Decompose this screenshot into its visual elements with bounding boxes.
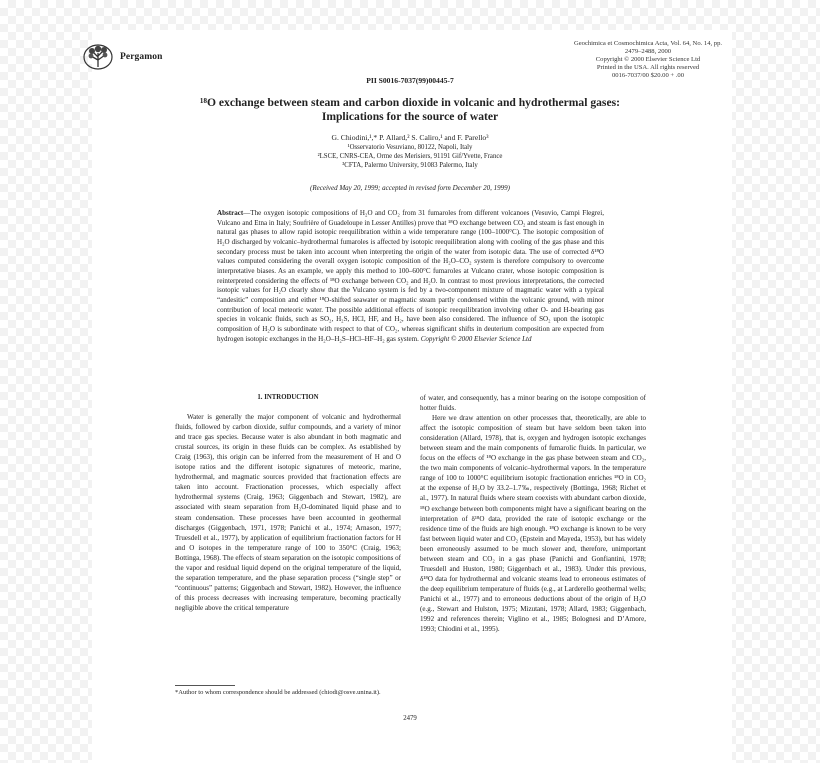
footnote-rule xyxy=(175,685,235,686)
title-line: ¹⁸O exchange between steam and carbon dioxide in volcanic and hydrothermal gases: xyxy=(200,96,620,109)
paragraph: of water, and consequently, has a minor bearing on the isotope composition of hotter fluids. xyxy=(420,394,646,413)
publisher-name: Pergamon xyxy=(120,52,163,62)
abstract-label: Abstract xyxy=(217,209,244,217)
affiliation: ³CFTA, Palermo University, 91083 Palermo, Italy xyxy=(342,161,478,169)
right-column xyxy=(420,393,646,634)
journal-line: Copyright © 2000 Elsevier Science Ltd xyxy=(595,56,701,64)
journal-info xyxy=(568,40,728,80)
left-column xyxy=(175,393,401,613)
page-number: 2479 xyxy=(403,715,417,722)
pii-identifier: PII S0016-7037(99)00445-7 xyxy=(366,76,454,85)
article-title xyxy=(150,96,670,123)
author-list: G. Chiodini,¹,* P. Allard,² S. Caliro,¹ and F. Parello³ xyxy=(331,133,489,142)
affiliation: ²LSCE, CNRS-CEA, Orme des Merisiers, 91191 Gif/Yvette, France xyxy=(317,152,503,160)
journal-line: Printed in the USA. All rights reserved xyxy=(596,64,700,72)
journal-line: Geochimica et Cosmochimica Acta, Vol. 64, No. 14, pp. 2479–2488, 2000 xyxy=(573,40,723,56)
abstract-text: —The oxygen isotopic compositions of H₂O and CO₂ from 31 fumaroles from different volcanoes (Vesuvio, Campi Flegrei, Vulcano and Etna in Italy; Soufrière of Guadeloupe in Lesser Antilles) prove that ¹⁸O exchange between CO₂ and steam is fast enough in natural gas phases to allow rapid isotopic reequilibration within a wide temperature range (100–1000°C). The isotopic composition of H₂O discharged by volcanic–hydrothermal fumaroles is affected by isotopic reequilibration along with cooling of the gas phase and this secondary process must be taken into account when interpreting the origin of the water from isotopic data. The use of corrected δ¹⁸O values computed considering the overall oxygen isotopic composition of the H₂O–CO₂ system is therefore compulsory to overcome interpretative biases. As an example, we apply this method to 100–600°C fumaroles at Vulcano crater, whose isotopic composition is reinterpreted considering the effects of ¹⁸O exchange between CO₂ and H₂O. In contrast to most previous interpretations, the corrected isotopic values for H₂O clearly show that the Vulcano system is fed by a two-component mixture of magmatic water with a typical “andesitic” composition and either ¹⁸O-shifted seawater or magmatic steam partly condensed within the volcanic ground, with minor contribution of local meteoric water. The possible additional effects of isotopic reequilibration involving other O- and H-bearing gas species in volcanic fluids, such as SO₂, H₂S, HCl, HF, and H₂, have been also considered. The influence of SO₂ upon the isotopic composition of H₂O is subordinate with respect to that of CO₂, whereas significant shifts in deuterium composition are expected from hydrogen isotopic exchanges in the H₂O–H₂S–HCl–HF–H₂ gas system. xyxy=(217,209,604,343)
journal-line: 0016-7037/00 $20.00 + .00 xyxy=(611,72,685,80)
affiliations xyxy=(0,144,820,170)
paragraph: Water is generally the major component of volcanic and hydrothermal fluids, followed by carbon dioxide, sulfur compounds, and a variety of minor and trace gas species. Because water is also abundant in both magmatic and crustal sources, its origin in these fluids can be complex. As established by Craig (1963), this origin can be inferred from the measurement of H and O isotope ratios and the different isotopic signatures of meteoric, marine, hydrothermal, and magmatic sources provided that fractionation effects are taken into account. Fractionation processes, which especially affect hydrothermal systems (Craig, 1963; Giggenbach and Stewart, 1982), are associated with steam separation from H₂O-dominated liquid phase and to steam condensation. These processes have been accounted in geothermal discharges (Giggenbach, 1971, 1978; Panichi et al., 1974; Arnason, 1977; Truesdell et al., 1977), by application of equilibrium fractionation factors for H and O isotopes in the temperature range of 100 to 350°C (Craig, 1963; Bottinga, 1968). The effects of steam separation on the isotopic compositions of the vapor and residual liquid depend on the original temperature of the liquid, the separation temperature, and the phase separation process (“single step” or “continuous” patterns; Giggenbach and Stewart, 1982). However, the influence of this process decreases with increasing temperature, becoming practically negligible above the critical temperature xyxy=(175,413,401,612)
paragraph: Here we draw attention on other processes that, theoretically, are able to affect the isotopic composition of steam but have seldom been taken into consideration (Allard, 1978), that is, oxygen and hydrogen isotopic exchanges between steam and the main components of fumarolic fluids. In particular, we focus on the effects of ¹⁸O exchange in the gas phase between steam and CO₂, the two main components of volcanic–hydrothermal vapors. In the temperature range of 100 to 1000°C equilibrium isotopic fractionation enriches ¹⁸O in CO₂ at the expense of H₂O by 33.2–1.7‰, respectively (Bottinga, 1968; Richet et al., 1977). In natural fluids where steam coexists with abundant carbon dioxide, ¹⁸O exchange between both components might have a significant bearing on the interpretation of δ¹⁸O data, provided the rate of isotopic exchange or the residence time of the fluids are high enough. ¹⁸O exchange is known to be very fast between liquid water and CO₂ (Epstein and Mayeda, 1953), but has widely been erroneously assumed to be much slower and, therefore, unimportant between steam and CO₂ in a gas phase (Panichi and Gonfiantini, 1978; Truesdell and Huston, 1980; Giggenbach et al., 1983). Under this previous, δ¹⁸O data for hydrothermal and volcanic steams lead to erroneous estimates of the deep equilibrium temperature of fluids (e.g., at Larderello geothermal wells; Panichi et al., 1977) and to erroneous deductions about of the origin of H₂O (e.g., Stewart and Hulston, 1975; Mizutani, 1978; Allard, 1983; Giggenbach, 1992 and references therein; Viglino et al., 1985; Bolognesi and D’Amore, 1993; Chiodini et al., 1995). xyxy=(420,414,646,634)
footnote: *Author to whom correspondence should be addressed (chiodi@osve.unina.it). xyxy=(175,689,381,696)
received-dates: (Received May 20, 1999; accepted in revised form December 20, 1999) xyxy=(310,184,510,192)
elsevier-tree-logo-icon xyxy=(82,43,114,71)
section-title: 1. INTRODUCTION xyxy=(257,394,319,401)
title-line: Implications for the source of water xyxy=(321,109,499,123)
publisher-header xyxy=(82,43,162,71)
abstract xyxy=(217,209,604,344)
abstract-copyright: Copyright © 2000 Elsevier Science Ltd xyxy=(420,334,532,343)
affiliation: ¹Osservatorio Vesuviano, 80122, Napoli, Italy xyxy=(347,144,473,151)
